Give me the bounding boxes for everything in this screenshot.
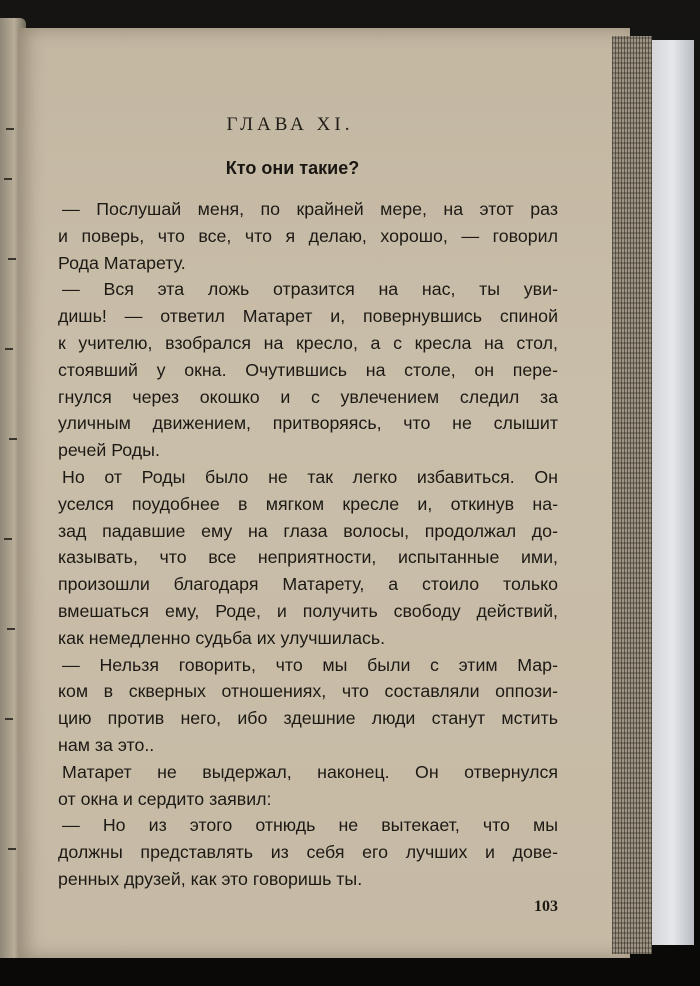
text-line: — Но из этого отнюдь не вытекает, что мы [62, 815, 558, 836]
body-text [58, 196, 558, 893]
text-line: Но от Роды было не так легко избавиться. Он [62, 466, 558, 487]
text-line: к учителю, взобрался на кресло, а с кресла на стол, [58, 332, 558, 353]
text-line: ком в скверных отношениях, что составляли оппози- [58, 681, 558, 702]
chapter-title: Кто они такие? [225, 158, 360, 178]
text-line: вмешаться ему, Роде, и получить свободу действий, [58, 600, 558, 621]
text-line: гнулся через окошко и с увлечением следил за [58, 386, 558, 407]
page-block-edge [612, 36, 652, 954]
text-line: казывать, что все неприятности, испытанные ими, [58, 547, 558, 568]
text-line: ренных друзей, как это говоришь ты. [58, 868, 363, 889]
text-line: от окна и сердито заявил: [58, 788, 272, 809]
text-line: стоявший у окна. Очутившись на столе, он пере- [58, 359, 558, 380]
text-line: — Вся эта ложь отразится на нас, ты уви- [62, 279, 558, 300]
text-line: — Нельзя говорить, что мы были с этим Мар- [62, 654, 558, 675]
text-line: — Послушай меня, по крайней мере, на этот раз [62, 199, 558, 219]
text-line: как немедленно судьба их улучшилась. [58, 627, 386, 648]
text-line: речей Роды. [58, 440, 160, 461]
text-line: и поверь, что все, что я делаю, хорошо, — говорил [58, 225, 558, 246]
text-line: уселся поудобнее в мягком кресле и, откинув на- [58, 493, 558, 514]
text-line: Матарет не выдержал, наконец. Он отвернулся [62, 761, 558, 782]
text-line: нам за это.. [58, 734, 155, 755]
text-line: произошли благодаря Матарету, а стоило только [58, 574, 558, 595]
text-line: Рода Матарету. [58, 252, 186, 273]
text-line: зад падавшие ему на глаза волосы, продолжал до- [58, 520, 558, 541]
page-number: 103 [534, 898, 558, 915]
chapter-heading: ГЛАВА XI. [226, 114, 354, 135]
text-line: уличным движением, притворяясь, что не слышит [58, 413, 558, 434]
text-line: цию против него, ибо здешние люди станут мстить [58, 708, 558, 729]
text-line: должны представлять из себя его лучших и дове- [58, 842, 558, 863]
text-line: дишь! — ответил Матарет и, повернувшись спиной [58, 306, 558, 327]
